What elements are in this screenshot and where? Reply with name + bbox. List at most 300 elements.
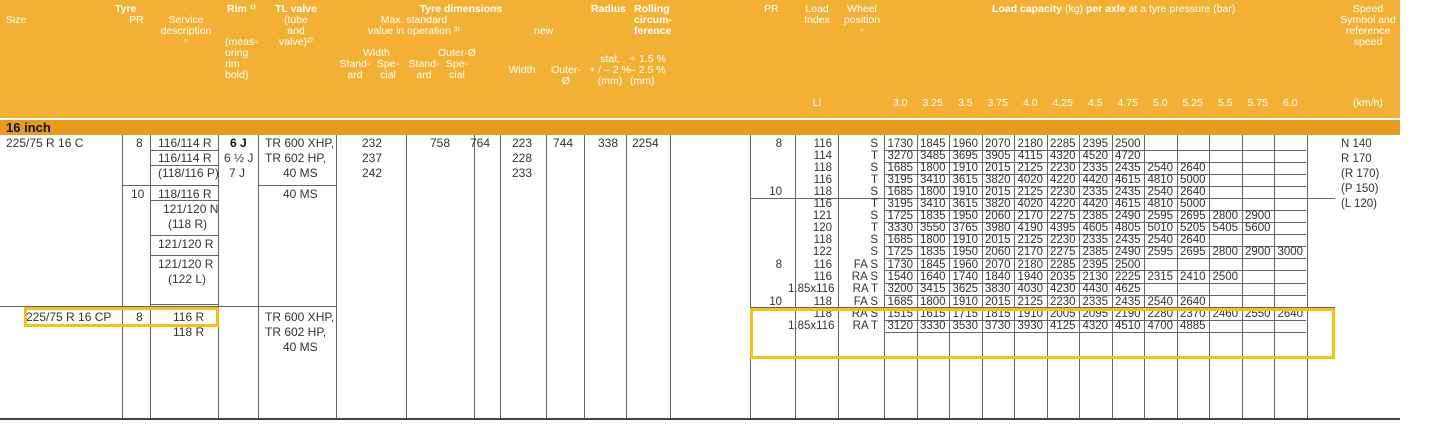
max-width: 242 <box>362 166 383 180</box>
load-value: 1950 <box>952 246 979 258</box>
service-description: 121/120 R <box>158 237 214 251</box>
load-value: 1715 <box>952 308 979 320</box>
speed-symbol: (R 170) <box>1341 168 1380 180</box>
load-value: 3820 <box>984 198 1011 210</box>
load-value: 2595 <box>1147 210 1174 222</box>
pr-value: 8 <box>136 310 143 324</box>
rim-value: 7 J <box>229 166 246 180</box>
bottom-rule <box>0 418 1400 420</box>
load-value: 3200 <box>887 283 914 295</box>
load-value: 1960 <box>952 138 979 150</box>
service-description: 116 R <box>173 310 205 324</box>
load-value: 2060 <box>984 210 1011 222</box>
pressure-label: 5.5 <box>1217 97 1233 109</box>
load-value: 1740 <box>952 271 979 283</box>
wheel-position: S <box>870 210 878 222</box>
load-value: 2435 <box>1114 296 1141 308</box>
load-value: 2125 <box>1017 296 1044 308</box>
load-value: 2070 <box>984 138 1011 150</box>
pressure-label: 4.0 <box>1022 97 1038 109</box>
load-value: 1940 <box>1017 271 1044 283</box>
load-index: 121 <box>812 210 832 222</box>
header-standard-1: Stand- ard <box>339 58 371 81</box>
load-value: 2335 <box>1082 162 1109 174</box>
pr-value: 8 <box>775 138 782 150</box>
valve: 40 MS <box>283 187 318 201</box>
load-index: 116 <box>813 138 832 150</box>
grid-line <box>546 135 547 418</box>
load-value: 2540 <box>1147 234 1174 246</box>
load-value: 4430 <box>1082 283 1109 295</box>
load-value: 4220 <box>1049 174 1076 186</box>
tyre-size-1: 225/75 R 16 C <box>6 136 84 150</box>
new-width: 223 <box>512 136 533 150</box>
load-value: 1685 <box>887 296 914 308</box>
grid-line <box>150 255 218 256</box>
load-value: 2005 <box>1049 308 1076 320</box>
header-load-capacity: Load capacity (kg) per axle at a tyre pressure (bar) <box>992 3 1236 15</box>
load-value: 2900 <box>1244 210 1271 222</box>
load-value: 2395 <box>1082 259 1109 271</box>
grid-line <box>1274 135 1275 418</box>
grid-line <box>500 135 501 418</box>
load-value: 2435 <box>1114 186 1141 198</box>
load-value: 2230 <box>1049 234 1076 246</box>
load-index: 118 <box>813 308 832 320</box>
header-new: new <box>534 25 554 37</box>
load-value: 3830 <box>984 283 1011 295</box>
load-value: 5000 <box>1179 198 1206 210</box>
load-index: 116 <box>813 259 832 271</box>
grid-line <box>150 185 218 186</box>
load-value: 4020 <box>1017 198 1044 210</box>
load-value: 3195 <box>887 198 914 210</box>
load-value: 2640 <box>1179 186 1206 198</box>
load-value: 1815 <box>984 308 1011 320</box>
load-value: 2180 <box>1017 138 1044 150</box>
service-description: (118 R) <box>168 217 208 231</box>
grid-line <box>584 135 585 418</box>
wheel-position: T <box>870 174 878 186</box>
load-value: 5600 <box>1244 222 1271 234</box>
load-value: 4810 <box>1147 198 1174 210</box>
wheel-position: S <box>870 246 878 258</box>
load-value: 2460 <box>1212 308 1239 320</box>
load-value: 2335 <box>1082 186 1109 198</box>
pressure-label: 3.75 <box>987 97 1008 109</box>
load-value: 4520 <box>1082 150 1109 162</box>
load-index: 120 <box>812 222 832 234</box>
header-width: Width <box>363 47 390 59</box>
wheel-position: RA S <box>851 271 878 283</box>
header-pr: PR <box>129 14 144 26</box>
grid-line <box>1242 135 1243 418</box>
load-value: 1640 <box>919 271 946 283</box>
load-value: 4020 <box>1017 174 1044 186</box>
load-value: 5205 <box>1179 222 1206 234</box>
load-value: 1685 <box>887 186 914 198</box>
grid-line <box>670 135 671 418</box>
wheel-position: RA T <box>852 283 878 295</box>
load-value: 3410 <box>919 174 946 186</box>
load-value: 2595 <box>1147 246 1174 258</box>
valve: TR 600 XHP, <box>265 310 335 324</box>
load-value: 1800 <box>919 186 946 198</box>
header-rim-measuring: (meas- uring rim bold) <box>225 36 258 81</box>
load-value: 2275 <box>1049 210 1076 222</box>
valve: 40 MS <box>283 340 318 354</box>
load-index: 118 <box>813 162 832 174</box>
load-value: 2335 <box>1082 234 1109 246</box>
load-value: 2130 <box>1082 271 1109 283</box>
header-rolling: Rolling circum- ference <box>634 3 672 37</box>
valve: TR 602 HP, <box>265 151 327 165</box>
load-value: 1910 <box>952 162 979 174</box>
new-outer: 744 <box>553 136 574 150</box>
load-value: 1540 <box>887 271 914 283</box>
header-tl-valve-sub: (tube and valve)²⁾ <box>278 14 314 48</box>
load-value: 2550 <box>1244 308 1271 320</box>
wheel-position: RA S <box>851 308 878 320</box>
load-value: 1910 <box>952 186 979 198</box>
load-value: 4810 <box>1147 174 1174 186</box>
wheel-position: RA T <box>852 320 878 332</box>
load-value: 2015 <box>984 234 1011 246</box>
load-value: 1725 <box>887 246 914 258</box>
load-index: 116 <box>813 174 832 186</box>
load-value: 1725 <box>887 210 914 222</box>
load-value: 1840 <box>984 271 1011 283</box>
load-value: 2695 <box>1179 210 1206 222</box>
load-value: 2500 <box>1212 271 1239 283</box>
load-value: 3415 <box>919 283 946 295</box>
load-value: 2370 <box>1179 308 1206 320</box>
load-value: 5405 <box>1212 222 1239 234</box>
load-value: 1730 <box>887 138 914 150</box>
load-value: 4320 <box>1082 320 1109 332</box>
load-value: 1910 <box>952 234 979 246</box>
grid-line <box>0 306 336 307</box>
load-value: 1800 <box>919 234 946 246</box>
load-value: 3980 <box>984 222 1011 234</box>
grid-line <box>150 235 218 236</box>
load-value: 2225 <box>1114 271 1141 283</box>
header-radius-sub: stat. + / – 2 % (mm) <box>589 53 631 87</box>
load-value: 2800 <box>1212 246 1239 258</box>
load-value: 2640 <box>1179 234 1206 246</box>
load-value: 2180 <box>1017 259 1044 271</box>
load-value: 2230 <box>1049 162 1076 174</box>
load-value: 4320 <box>1049 150 1076 162</box>
load-index: 1.85x116 <box>788 283 835 295</box>
load-value: 2540 <box>1147 186 1174 198</box>
load-index: 116 <box>813 271 832 283</box>
speed-symbol: (L 120) <box>1341 198 1378 210</box>
load-value: 4720 <box>1114 150 1141 162</box>
header-rolling-sub: + 1.5 % – 2.5 % (mm) <box>630 53 666 87</box>
load-value: 3615 <box>952 198 979 210</box>
load-value: 3820 <box>984 174 1011 186</box>
load-value: 2125 <box>1017 234 1044 246</box>
pressure-label: 4.75 <box>1117 97 1138 109</box>
max-width: 232 <box>362 136 383 150</box>
load-value: 4190 <box>1017 222 1044 234</box>
load-value: 3000 <box>1277 246 1304 258</box>
load-value: 1845 <box>919 138 946 150</box>
grid-line <box>122 185 150 186</box>
header-pr-2: PR <box>764 3 779 15</box>
load-value: 3615 <box>952 174 979 186</box>
service-description: 118/116 R <box>158 187 212 201</box>
load-value: 2540 <box>1147 162 1174 174</box>
load-value: 4625 <box>1114 283 1141 295</box>
load-value: 2490 <box>1114 246 1141 258</box>
pressure-label: 5.25 <box>1182 97 1203 109</box>
load-value: 1800 <box>919 296 946 308</box>
wheel-position: S <box>870 138 878 150</box>
load-value: 2410 <box>1179 271 1206 283</box>
grid-line <box>750 358 1335 359</box>
load-value: 2395 <box>1082 138 1109 150</box>
service-description: 118 R <box>173 325 205 339</box>
load-value: 2285 <box>1049 259 1076 271</box>
grid-line <box>626 135 627 418</box>
load-value: 2500 <box>1114 259 1141 271</box>
grid-line <box>258 185 336 186</box>
grid-line <box>336 135 337 418</box>
wheel-position: S <box>870 162 878 174</box>
grid-line <box>406 135 407 418</box>
outer-standard: 758 <box>430 136 451 150</box>
load-value: 2125 <box>1017 162 1044 174</box>
load-value: 3530 <box>952 320 979 332</box>
load-value: 4230 <box>1049 283 1076 295</box>
wheel-position: FA S <box>853 296 878 308</box>
load-value: 4115 <box>1017 150 1043 162</box>
load-index: 114 <box>813 150 832 162</box>
load-value: 2230 <box>1049 186 1076 198</box>
load-value: 4510 <box>1114 320 1141 332</box>
speed-symbol: (P 150) <box>1341 183 1379 195</box>
load-value: 4805 <box>1114 222 1141 234</box>
pressure-label: 3.5 <box>957 97 973 109</box>
load-value: 4885 <box>1179 320 1206 332</box>
header-rim: Rim ¹⁾ <box>227 3 256 15</box>
header-speed: Speed Symbol and reference speed <box>1340 3 1396 48</box>
load-value: 2280 <box>1147 308 1174 320</box>
header-speed-unit: (km/h) <box>1353 97 1383 109</box>
load-value: 1950 <box>952 210 979 222</box>
load-value: 3120 <box>887 320 914 332</box>
pr-value: 10 <box>769 186 782 198</box>
load-index: 116 <box>813 198 832 210</box>
service-description: (122 L) <box>168 272 207 286</box>
load-value: 3270 <box>887 150 914 162</box>
load-value: 2385 <box>1082 246 1109 258</box>
load-value: 2385 <box>1082 210 1109 222</box>
grid-line <box>1307 135 1308 418</box>
header-new-width: Width <box>508 64 536 76</box>
grid-line <box>258 135 259 418</box>
load-value: 1845 <box>919 259 946 271</box>
load-value: 1730 <box>887 259 914 271</box>
header-wheel-position: Wheel position ⁴⁾ <box>843 3 881 35</box>
load-value: 2500 <box>1114 138 1141 150</box>
service-description: 116/114 R <box>158 136 212 150</box>
service-description: 121/120 N <box>163 202 219 216</box>
load-value: 2695 <box>1179 246 1206 258</box>
load-value: 4615 <box>1114 174 1141 186</box>
radius: 338 <box>598 136 619 150</box>
grid-line <box>474 135 475 418</box>
load-value: 4605 <box>1082 222 1109 234</box>
load-index: 118 <box>813 234 832 246</box>
header-new-outer: Outer- Ø <box>551 64 581 87</box>
pressure-label: 4.25 <box>1052 97 1073 109</box>
load-index: 1.85x116 <box>788 320 835 332</box>
header-service-description: Service description ¹⁾ <box>160 14 212 46</box>
load-value: 2170 <box>1017 246 1044 258</box>
load-value: 1800 <box>919 162 946 174</box>
load-value: 2035 <box>1049 271 1076 283</box>
pr-value: 10 <box>769 296 782 308</box>
wheel-position: S <box>870 234 878 246</box>
load-value: 1910 <box>952 296 979 308</box>
header-standard-2: Stand- ard <box>408 58 440 81</box>
load-value: 2285 <box>1049 138 1076 150</box>
grid-line <box>150 135 151 418</box>
load-value: 2435 <box>1114 234 1141 246</box>
wheel-position: S <box>870 186 878 198</box>
load-value: 4420 <box>1082 174 1109 186</box>
load-value: 2640 <box>1277 308 1304 320</box>
new-width: 228 <box>512 151 533 165</box>
load-value: 1960 <box>952 259 979 271</box>
service-description: (118/116 P) <box>158 166 219 180</box>
tyre-size-2: 225/75 R 16 CP <box>26 310 112 324</box>
header-li: LI <box>812 97 822 109</box>
pr-value: 10 <box>131 187 145 201</box>
grid-line <box>750 135 751 418</box>
grid-line <box>150 304 218 305</box>
load-value: 2800 <box>1212 210 1239 222</box>
load-value: 4030 <box>1017 283 1044 295</box>
load-value: 3195 <box>887 174 914 186</box>
wheel-position: T <box>870 198 878 210</box>
load-value: 2230 <box>1049 296 1076 308</box>
header-tyre: Tyre <box>115 3 137 15</box>
load-index: 122 <box>812 246 832 258</box>
load-value: 2540 <box>1147 296 1174 308</box>
load-value: 4125 <box>1049 320 1076 332</box>
wheel-position: T <box>870 222 878 234</box>
load-value: 3330 <box>887 222 914 234</box>
load-value: 5000 <box>1179 174 1206 186</box>
wheel-position: T <box>870 150 878 162</box>
load-value: 2900 <box>1244 246 1271 258</box>
load-value: 1515 <box>887 308 914 320</box>
valve: TR 602 HP, <box>265 325 327 339</box>
pressure-label: 3.25 <box>922 97 943 109</box>
load-value: 2060 <box>984 246 1011 258</box>
load-value: 2190 <box>1114 308 1141 320</box>
load-value: 3730 <box>984 320 1011 332</box>
pressure-label: 4.5 <box>1087 97 1103 109</box>
load-value: 1835 <box>919 210 946 222</box>
service-description: 121/120 R <box>158 257 214 271</box>
speed-symbol: N 140 <box>1341 138 1372 150</box>
load-value: 2315 <box>1147 271 1174 283</box>
rim-value: 6 J <box>230 136 247 150</box>
outer-special: 764 <box>470 136 491 150</box>
new-width: 233 <box>512 166 533 180</box>
load-value: 2335 <box>1082 296 1109 308</box>
valve: 40 MS <box>283 166 318 180</box>
load-value: 2070 <box>984 259 1011 271</box>
header-special-2: Spe- cial <box>445 58 469 81</box>
load-value: 2640 <box>1179 162 1206 174</box>
header-tl-valve: TL valve <box>275 3 317 15</box>
load-value: 4220 <box>1049 198 1076 210</box>
load-value: 4395 <box>1049 222 1076 234</box>
load-value: 3485 <box>919 150 946 162</box>
load-value: 2275 <box>1049 246 1076 258</box>
load-value: 2170 <box>1017 210 1044 222</box>
header-tyre-dimensions: Tyre dimensions <box>419 3 503 15</box>
load-value: 3550 <box>919 222 946 234</box>
rim-value: 6 ½ J <box>224 151 254 165</box>
pressure-label: 5.0 <box>1152 97 1168 109</box>
load-index: 118 <box>813 186 832 198</box>
load-value: 3695 <box>952 150 979 162</box>
load-value: 3330 <box>919 320 946 332</box>
load-value: 3930 <box>1017 320 1044 332</box>
load-value: 2125 <box>1017 186 1044 198</box>
load-value: 4420 <box>1082 198 1109 210</box>
header-outer: Outer-Ø <box>438 47 476 59</box>
header-radius: Radius <box>591 3 627 15</box>
load-value: 1685 <box>887 162 914 174</box>
pressure-label: 3.0 <box>892 97 908 109</box>
pr-value: 8 <box>775 259 782 271</box>
pressure-label: 6.0 <box>1282 97 1298 109</box>
load-value: 3765 <box>952 222 979 234</box>
load-value: 1835 <box>919 246 946 258</box>
speed-symbol: R 170 <box>1341 153 1372 165</box>
grid-line <box>838 135 839 418</box>
grid-line <box>122 135 123 418</box>
load-value: 3625 <box>952 283 979 295</box>
header-size: Size <box>6 14 27 26</box>
load-value: 4615 <box>1114 198 1141 210</box>
service-description: 116/114 R <box>158 151 212 165</box>
load-value: 2640 <box>1179 296 1206 308</box>
header-max-standard: Max. standard value in operation ³⁾ <box>368 14 460 37</box>
load-value: 5010 <box>1147 222 1174 234</box>
section-band <box>0 120 1400 135</box>
load-index: 118 <box>813 296 832 308</box>
pr-value: 8 <box>136 136 143 150</box>
load-value: 3905 <box>984 150 1011 162</box>
load-value: 2015 <box>984 296 1011 308</box>
pressure-label: 5.75 <box>1247 97 1268 109</box>
header-special-1: Spe- cial <box>376 58 400 81</box>
load-value: 2015 <box>984 186 1011 198</box>
load-value: 1910 <box>1017 308 1044 320</box>
wheel-position: FA S <box>853 259 878 271</box>
header-load-index: Load Index <box>804 3 830 26</box>
rolling-circumference: 2254 <box>632 136 659 150</box>
